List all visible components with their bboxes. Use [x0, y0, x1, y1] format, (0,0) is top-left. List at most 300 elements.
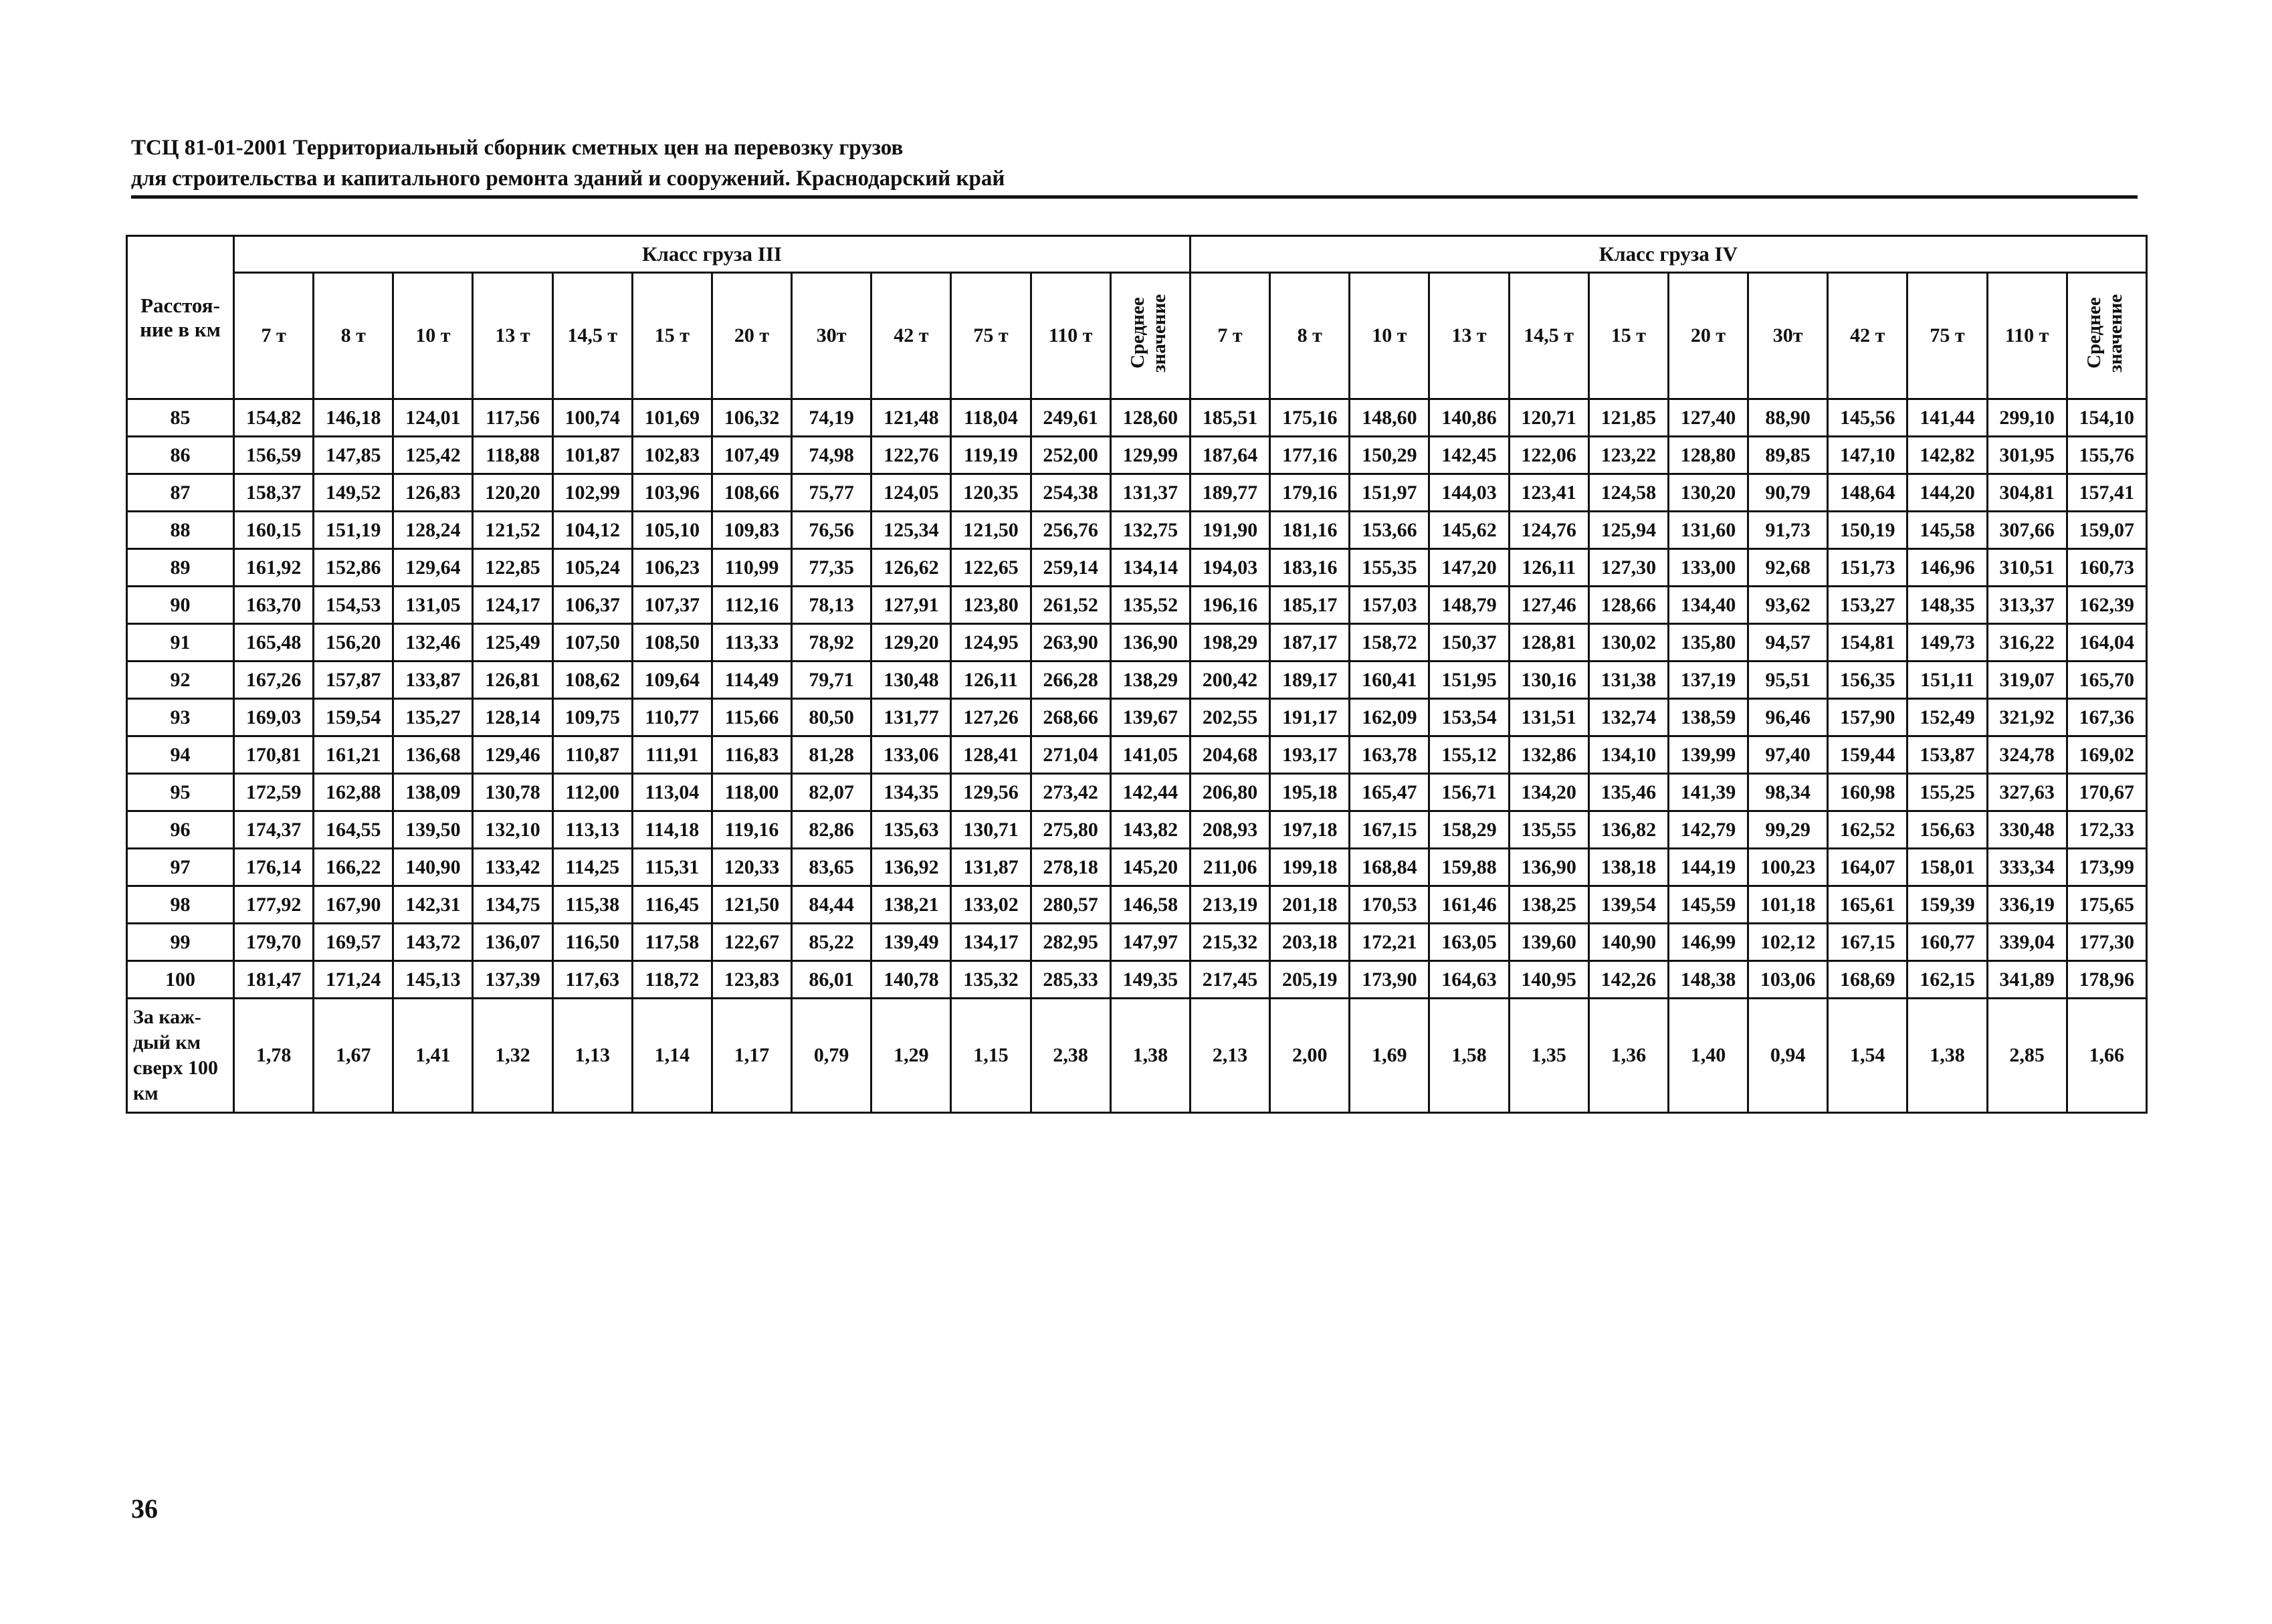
price-cell: 142,26	[1588, 961, 1668, 999]
price-cell: 159,07	[2067, 512, 2146, 549]
class-4-weight-header: 7 т	[1190, 273, 1269, 399]
price-cell: 164,55	[314, 811, 393, 849]
price-cell: 175,16	[1270, 399, 1350, 437]
price-cell: 109,83	[712, 512, 791, 549]
price-cell: 113,04	[632, 774, 712, 811]
price-cell: 167,15	[1350, 811, 1429, 849]
price-cell: 142,82	[1907, 437, 1987, 474]
price-cell: 138,09	[393, 774, 473, 811]
price-cell: 136,68	[393, 736, 473, 774]
price-cell: 86,01	[792, 961, 871, 999]
price-cell: 124,05	[871, 474, 951, 512]
price-cell: 127,40	[1668, 399, 1748, 437]
price-cell: 162,52	[1828, 811, 1907, 849]
price-cell: 78,13	[792, 587, 871, 624]
price-cell: 252,00	[1031, 437, 1110, 474]
price-cell: 259,14	[1031, 549, 1110, 587]
price-cell: 127,91	[871, 587, 951, 624]
price-cell: 123,83	[712, 961, 791, 999]
price-cell: 112,16	[712, 587, 791, 624]
price-cell: 177,16	[1270, 437, 1350, 474]
price-cell: 121,50	[951, 512, 1031, 549]
distance-cell: 98	[127, 886, 234, 924]
price-cell: 161,92	[234, 549, 314, 587]
price-cell: 170,53	[1350, 886, 1429, 924]
price-cell: 187,64	[1190, 437, 1269, 474]
price-cell: 105,24	[552, 549, 632, 587]
distance-cell: 95	[127, 774, 234, 811]
price-cell: 208,93	[1190, 811, 1269, 849]
price-cell: 151,19	[314, 512, 393, 549]
price-cell: 102,99	[552, 474, 632, 512]
price-cell: 151,95	[1429, 662, 1509, 699]
price-cell: 167,36	[2067, 699, 2146, 736]
price-cell: 135,80	[1668, 624, 1748, 662]
price-cell: 113,33	[712, 624, 791, 662]
price-cell: 167,90	[314, 886, 393, 924]
price-cell: 193,17	[1270, 736, 1350, 774]
price-cell: 187,17	[1270, 624, 1350, 662]
price-cell: 173,99	[2067, 849, 2146, 886]
price-cell: 175,65	[2067, 886, 2146, 924]
price-cell: 132,75	[1110, 512, 1190, 549]
price-cell: 106,37	[552, 587, 632, 624]
price-cell: 122,06	[1509, 437, 1588, 474]
price-cell: 280,57	[1031, 886, 1110, 924]
price-cell: 136,90	[1509, 849, 1588, 886]
price-cell: 145,13	[393, 961, 473, 999]
price-cell: 256,76	[1031, 512, 1110, 549]
price-cell: 170,81	[234, 736, 314, 774]
price-cell: 139,99	[1668, 736, 1748, 774]
price-cell: 159,88	[1429, 849, 1509, 886]
price-cell: 217,45	[1190, 961, 1269, 999]
price-cell: 134,10	[1588, 736, 1668, 774]
price-cell: 117,56	[473, 399, 552, 437]
price-cell: 163,78	[1350, 736, 1429, 774]
price-cell: 99,29	[1748, 811, 1828, 849]
price-cell: 162,09	[1350, 699, 1429, 736]
price-cell: 117,58	[632, 924, 712, 961]
per-km-extra-cell: 1,54	[1828, 999, 1907, 1113]
price-cell: 131,37	[1110, 474, 1190, 512]
price-cell: 149,35	[1110, 961, 1190, 999]
class-3-weight-header: 8 т	[314, 273, 393, 399]
price-cell: 206,80	[1190, 774, 1269, 811]
price-cell: 130,71	[951, 811, 1031, 849]
class-3-weight-header: 14,5 т	[552, 273, 632, 399]
price-cell: 123,80	[951, 587, 1031, 624]
price-cell: 84,44	[792, 886, 871, 924]
price-cell: 126,81	[473, 662, 552, 699]
price-cell: 118,72	[632, 961, 712, 999]
average-header-label: Среднее значение	[1126, 294, 1170, 373]
class-4-weight-header: 42 т	[1828, 273, 1907, 399]
price-cell: 135,63	[871, 811, 951, 849]
price-cell: 133,06	[871, 736, 951, 774]
price-cell: 142,31	[393, 886, 473, 924]
price-cell: 131,87	[951, 849, 1031, 886]
price-cell: 132,46	[393, 624, 473, 662]
price-cell: 168,69	[1828, 961, 1907, 999]
price-cell: 133,87	[393, 662, 473, 699]
price-cell: 156,35	[1828, 662, 1907, 699]
distance-cell: 94	[127, 736, 234, 774]
price-cell: 319,07	[1987, 662, 2067, 699]
price-cell: 102,12	[1748, 924, 1828, 961]
price-cell: 128,81	[1509, 624, 1588, 662]
price-cell: 121,50	[712, 886, 791, 924]
price-cell: 183,16	[1270, 549, 1350, 587]
price-cell: 119,19	[951, 437, 1031, 474]
price-cell: 131,38	[1588, 662, 1668, 699]
price-cell: 124,95	[951, 624, 1031, 662]
price-cell: 150,37	[1429, 624, 1509, 662]
price-cell: 122,76	[871, 437, 951, 474]
price-cell: 282,95	[1031, 924, 1110, 961]
price-cell: 136,92	[871, 849, 951, 886]
price-cell: 109,64	[632, 662, 712, 699]
table-row	[127, 549, 2147, 587]
price-cell: 120,20	[473, 474, 552, 512]
price-cell: 148,38	[1668, 961, 1748, 999]
price-cell: 142,45	[1429, 437, 1509, 474]
price-cell: 124,17	[473, 587, 552, 624]
price-cell: 254,38	[1031, 474, 1110, 512]
price-cell: 130,78	[473, 774, 552, 811]
price-cell: 285,33	[1031, 961, 1110, 999]
price-cell: 131,05	[393, 587, 473, 624]
distance-cell: 86	[127, 437, 234, 474]
price-cell: 98,34	[1748, 774, 1828, 811]
price-cell: 120,71	[1509, 399, 1588, 437]
price-cell: 181,16	[1270, 512, 1350, 549]
per-km-extra-cell: 1,66	[2067, 999, 2146, 1113]
class-4-weight-header: 30т	[1748, 273, 1828, 399]
weight-header-row	[127, 273, 2147, 399]
price-cell: 147,10	[1828, 437, 1907, 474]
price-cell: 106,32	[712, 399, 791, 437]
price-cell: 155,76	[2067, 437, 2146, 474]
class-3-weight-header: 20 т	[712, 273, 791, 399]
price-cell: 134,75	[473, 886, 552, 924]
table-row	[127, 662, 2147, 699]
per-km-extra-cell: 1,69	[1350, 999, 1429, 1113]
price-cell: 153,54	[1429, 699, 1509, 736]
price-cell: 105,10	[632, 512, 712, 549]
price-cell: 205,19	[1270, 961, 1350, 999]
price-cell: 126,83	[393, 474, 473, 512]
document-header	[131, 132, 2138, 194]
price-cell: 202,55	[1190, 699, 1269, 736]
price-cell: 129,64	[393, 549, 473, 587]
price-cell: 144,03	[1429, 474, 1509, 512]
price-cell: 275,80	[1031, 811, 1110, 849]
price-cell: 155,35	[1350, 549, 1429, 587]
price-cell: 143,82	[1110, 811, 1190, 849]
price-cell: 101,87	[552, 437, 632, 474]
table-row	[127, 437, 2147, 474]
price-cell: 174,37	[234, 811, 314, 849]
price-cell: 133,00	[1668, 549, 1748, 587]
price-cell: 125,34	[871, 512, 951, 549]
price-cell: 91,73	[1748, 512, 1828, 549]
price-cell: 117,63	[552, 961, 632, 999]
price-cell: 185,17	[1270, 587, 1350, 624]
price-cell: 134,14	[1110, 549, 1190, 587]
distance-cell: 97	[127, 849, 234, 886]
price-cell: 114,18	[632, 811, 712, 849]
per-km-extra-cell: 1,38	[1110, 999, 1190, 1113]
price-cell: 148,60	[1350, 399, 1429, 437]
distance-column-header: Расстоя-ние в км	[127, 236, 234, 399]
price-cell: 172,33	[2067, 811, 2146, 849]
price-cell: 185,51	[1190, 399, 1269, 437]
per-km-extra-cell: 1,29	[871, 999, 951, 1113]
rates-table-container	[126, 235, 2148, 1114]
price-cell: 159,54	[314, 699, 393, 736]
price-cell: 146,58	[1110, 886, 1190, 924]
price-cell: 85,22	[792, 924, 871, 961]
price-cell: 101,18	[1748, 886, 1828, 924]
price-cell: 316,22	[1987, 624, 2067, 662]
price-cell: 149,52	[314, 474, 393, 512]
price-cell: 95,51	[1748, 662, 1828, 699]
class-3-weight-header: 10 т	[393, 273, 473, 399]
price-cell: 93,62	[1748, 587, 1828, 624]
price-cell: 139,54	[1588, 886, 1668, 924]
price-cell: 200,42	[1190, 662, 1269, 699]
price-cell: 313,37	[1987, 587, 2067, 624]
price-cell: 261,52	[1031, 587, 1110, 624]
price-cell: 115,66	[712, 699, 791, 736]
table-row	[127, 774, 2147, 811]
price-cell: 324,78	[1987, 736, 2067, 774]
price-cell: 136,90	[1110, 624, 1190, 662]
price-cell: 336,19	[1987, 886, 2067, 924]
price-cell: 160,15	[234, 512, 314, 549]
class-4-weight-header: 13 т	[1429, 273, 1509, 399]
price-cell: 123,41	[1509, 474, 1588, 512]
price-cell: 129,56	[951, 774, 1031, 811]
price-cell: 133,42	[473, 849, 552, 886]
price-cell: 327,63	[1987, 774, 2067, 811]
price-cell: 132,10	[473, 811, 552, 849]
price-cell: 213,19	[1190, 886, 1269, 924]
table-row	[127, 924, 2147, 961]
price-cell: 156,20	[314, 624, 393, 662]
price-cell: 197,18	[1270, 811, 1350, 849]
price-cell: 118,04	[951, 399, 1031, 437]
price-cell: 162,15	[1907, 961, 1987, 999]
per-km-extra-cell: 0,94	[1748, 999, 1828, 1113]
table-row	[127, 849, 2147, 886]
class-4-weight-header: 15 т	[1588, 273, 1668, 399]
price-cell: 96,46	[1748, 699, 1828, 736]
class-3-weight-header: 13 т	[473, 273, 552, 399]
price-cell: 145,58	[1907, 512, 1987, 549]
price-cell: 100,23	[1748, 849, 1828, 886]
price-cell: 131,51	[1509, 699, 1588, 736]
price-cell: 307,66	[1987, 512, 2067, 549]
price-cell: 115,31	[632, 849, 712, 886]
price-cell: 167,15	[1828, 924, 1907, 961]
price-cell: 81,28	[792, 736, 871, 774]
price-cell: 172,59	[234, 774, 314, 811]
price-cell: 196,16	[1190, 587, 1269, 624]
per-km-extra-cell: 1,13	[552, 999, 632, 1113]
price-cell: 161,21	[314, 736, 393, 774]
table-row	[127, 474, 2147, 512]
header-title-line-2: для строительства и капитального ремонта зданий и сооружений. Краснодарский край	[131, 167, 1005, 191]
price-cell: 145,62	[1429, 512, 1509, 549]
price-cell: 130,48	[871, 662, 951, 699]
per-km-extra-cell: 1,78	[234, 999, 314, 1113]
price-cell: 140,95	[1509, 961, 1588, 999]
price-cell: 150,29	[1350, 437, 1429, 474]
price-cell: 158,01	[1907, 849, 1987, 886]
price-cell: 140,78	[871, 961, 951, 999]
table-row	[127, 961, 2147, 999]
price-cell: 146,96	[1907, 549, 1987, 587]
price-cell: 146,99	[1668, 924, 1748, 961]
table-row	[127, 587, 2147, 624]
price-cell: 137,39	[473, 961, 552, 999]
price-cell: 162,39	[2067, 587, 2146, 624]
price-cell: 195,18	[1270, 774, 1350, 811]
price-cell: 203,18	[1270, 924, 1350, 961]
price-cell: 155,12	[1429, 736, 1509, 774]
price-cell: 108,50	[632, 624, 712, 662]
price-cell: 136,07	[473, 924, 552, 961]
class-3-weight-header: 75 т	[951, 273, 1031, 399]
price-cell: 138,59	[1668, 699, 1748, 736]
price-cell: 110,87	[552, 736, 632, 774]
class-3-weight-header: 7 т	[234, 273, 314, 399]
price-cell: 126,11	[951, 662, 1031, 699]
price-cell: 77,35	[792, 549, 871, 587]
per-km-extra-cell: 2,38	[1031, 999, 1110, 1113]
price-cell: 138,21	[871, 886, 951, 924]
price-cell: 159,44	[1828, 736, 1907, 774]
price-cell: 134,40	[1668, 587, 1748, 624]
price-cell: 120,35	[951, 474, 1031, 512]
price-cell: 158,37	[234, 474, 314, 512]
price-cell: 80,50	[792, 699, 871, 736]
price-cell: 330,48	[1987, 811, 2067, 849]
price-cell: 153,66	[1350, 512, 1429, 549]
table-row	[127, 699, 2147, 736]
price-cell: 129,46	[473, 736, 552, 774]
price-cell: 249,61	[1031, 399, 1110, 437]
price-cell: 114,25	[552, 849, 632, 886]
price-cell: 201,18	[1270, 886, 1350, 924]
price-cell: 128,24	[393, 512, 473, 549]
price-cell: 304,81	[1987, 474, 2067, 512]
price-cell: 127,26	[951, 699, 1031, 736]
price-cell: 271,04	[1031, 736, 1110, 774]
price-cell: 135,46	[1588, 774, 1668, 811]
price-cell: 76,56	[792, 512, 871, 549]
price-cell: 101,69	[632, 399, 712, 437]
price-cell: 140,90	[1588, 924, 1668, 961]
price-cell: 103,96	[632, 474, 712, 512]
price-cell: 138,18	[1588, 849, 1668, 886]
table-row	[127, 399, 2147, 437]
price-cell: 154,82	[234, 399, 314, 437]
class-3-weight-header: 15 т	[632, 273, 712, 399]
price-cell: 100,74	[552, 399, 632, 437]
price-cell: 194,03	[1190, 549, 1269, 587]
price-cell: 134,20	[1509, 774, 1588, 811]
per-km-extra-cell: 1,41	[393, 999, 473, 1113]
price-cell: 168,84	[1350, 849, 1429, 886]
per-km-extra-cell: 2,85	[1987, 999, 2067, 1113]
price-cell: 142,44	[1110, 774, 1190, 811]
price-cell: 121,85	[1588, 399, 1668, 437]
rates-table	[126, 235, 2148, 1114]
price-cell: 154,81	[1828, 624, 1907, 662]
price-cell: 135,55	[1509, 811, 1588, 849]
class-header-row	[127, 236, 2147, 273]
price-cell: 172,21	[1350, 924, 1429, 961]
price-cell: 82,86	[792, 811, 871, 849]
price-cell: 128,41	[951, 736, 1031, 774]
price-cell: 129,20	[871, 624, 951, 662]
average-header-label: Среднее значение	[2083, 294, 2126, 373]
price-cell: 166,22	[314, 849, 393, 886]
price-cell: 129,99	[1110, 437, 1190, 474]
price-cell: 122,65	[951, 549, 1031, 587]
price-cell: 123,22	[1588, 437, 1668, 474]
price-cell: 135,32	[951, 961, 1031, 999]
price-cell: 165,70	[2067, 662, 2146, 699]
price-cell: 169,02	[2067, 736, 2146, 774]
price-cell: 167,26	[234, 662, 314, 699]
per-km-extra-cell: 1,15	[951, 999, 1031, 1113]
price-cell: 301,95	[1987, 437, 2067, 474]
price-cell: 89,85	[1748, 437, 1828, 474]
table-row	[127, 624, 2147, 662]
distance-cell: 85	[127, 399, 234, 437]
price-cell: 118,88	[473, 437, 552, 474]
price-cell: 147,97	[1110, 924, 1190, 961]
per-km-extra-cell: 1,36	[1588, 999, 1668, 1113]
price-cell: 156,63	[1907, 811, 1987, 849]
class-3-weight-header: 30т	[792, 273, 871, 399]
price-cell: 112,00	[552, 774, 632, 811]
price-cell: 160,77	[1907, 924, 1987, 961]
price-cell: 268,66	[1031, 699, 1110, 736]
price-cell: 171,24	[314, 961, 393, 999]
per-km-extra-label: За каж-дый км сверх 100 км	[127, 999, 234, 1113]
price-cell: 74,98	[792, 437, 871, 474]
per-km-extra-cell: 1,14	[632, 999, 712, 1113]
price-cell: 125,42	[393, 437, 473, 474]
price-cell: 266,28	[1031, 662, 1110, 699]
price-cell: 102,83	[632, 437, 712, 474]
class-4-average-header	[2067, 273, 2146, 399]
price-cell: 92,68	[1748, 549, 1828, 587]
price-cell: 106,23	[632, 549, 712, 587]
price-cell: 278,18	[1031, 849, 1110, 886]
price-cell: 164,63	[1429, 961, 1509, 999]
class-4-weight-header: 10 т	[1350, 273, 1429, 399]
price-cell: 156,59	[234, 437, 314, 474]
price-cell: 127,30	[1588, 549, 1668, 587]
price-cell: 140,86	[1429, 399, 1509, 437]
price-cell: 110,77	[632, 699, 712, 736]
